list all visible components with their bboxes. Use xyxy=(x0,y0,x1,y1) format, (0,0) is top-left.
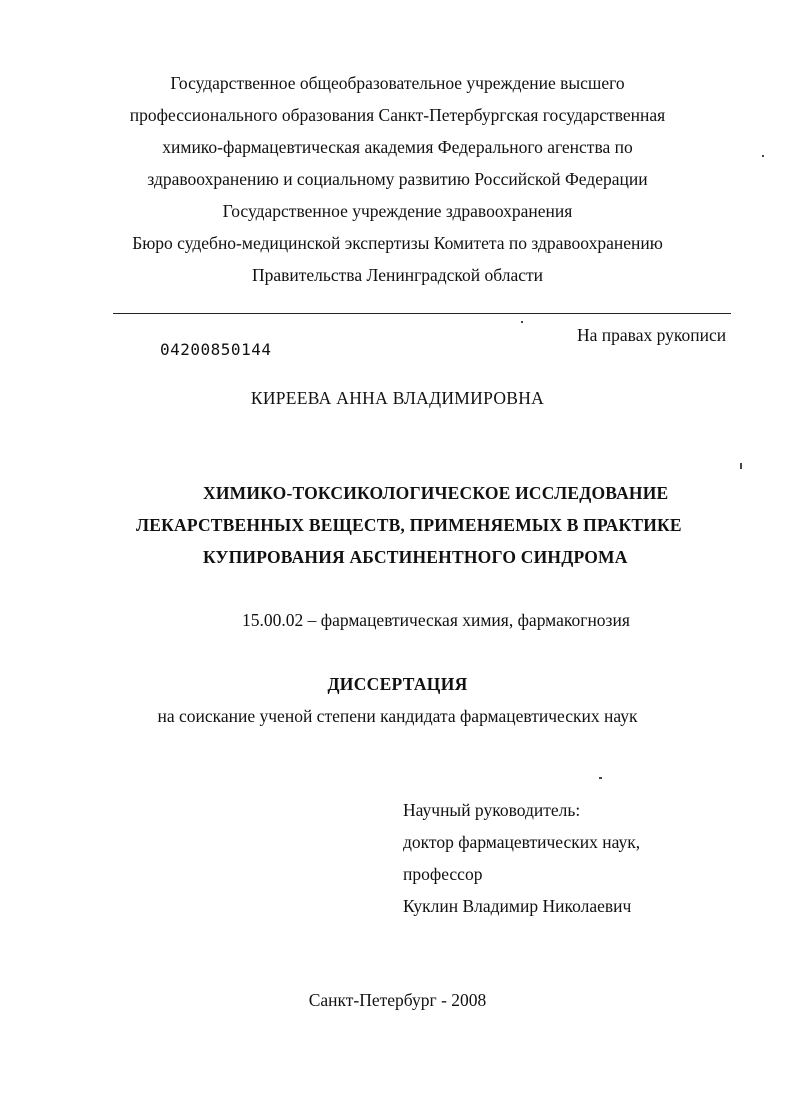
thesis-title-line-3: КУПИРОВАНИЯ АБСТИНЕНТНОГО СИНДРОМА xyxy=(203,547,628,567)
supervisor-label: Научный руководитель: xyxy=(403,800,581,820)
scan-speck xyxy=(762,155,764,157)
institution-line-5: Государственное учреждение здравоохранения xyxy=(222,201,573,221)
thesis-title-line-1: ХИМИКО-ТОКСИКОЛОГИЧЕСКОЕ ИССЛЕДОВАНИЕ xyxy=(203,483,669,503)
institution-line-1: Государственное общеобразовательное учреждение высшего xyxy=(170,73,625,93)
rights-note: На правах рукописи xyxy=(577,325,727,345)
institution-line-2: профессионального образования Санкт-Петербургская государственная xyxy=(129,105,666,125)
document-type: ДИССЕРТАЦИЯ xyxy=(327,674,468,694)
supervisor-degree: доктор фармацевтических наук, xyxy=(403,832,641,852)
place-and-year: Санкт-Петербург - 2008 xyxy=(308,990,487,1010)
library-stamp-number: 04200850144 xyxy=(160,340,272,359)
header-divider xyxy=(113,313,731,314)
scan-speck xyxy=(599,777,602,779)
thesis-title-line-2: ЛЕКАРСТВЕННЫХ ВЕЩЕСТВ, ПРИМЕНЯЕМЫХ В ПРАКТИКЕ xyxy=(136,515,682,535)
scan-speck xyxy=(740,463,742,469)
institution-line-6: Бюро судебно-медицинской экспертизы Комитета по здравоохранению xyxy=(132,233,663,253)
institution-line-4: здравоохранению и социальному развитию Российской Федерации xyxy=(147,169,648,189)
institution-line-3: химико-фармацевтическая академия Федерального агенства по xyxy=(162,137,633,157)
institution-line-7: Правительства Ленинградской области xyxy=(251,265,544,285)
scan-speck xyxy=(521,321,523,323)
author-name: КИРЕЕВА АННА ВЛАДИМИРОВНА xyxy=(250,388,545,408)
specialty-code: 15.00.02 – фармацевтическая химия, фармакогнозия xyxy=(242,610,630,630)
supervisor-name: Куклин Владимир Николаевич xyxy=(403,896,632,916)
supervisor-rank: профессор xyxy=(403,864,483,884)
degree-statement: на соискание ученой степени кандидата фармацевтических наук xyxy=(157,706,638,726)
